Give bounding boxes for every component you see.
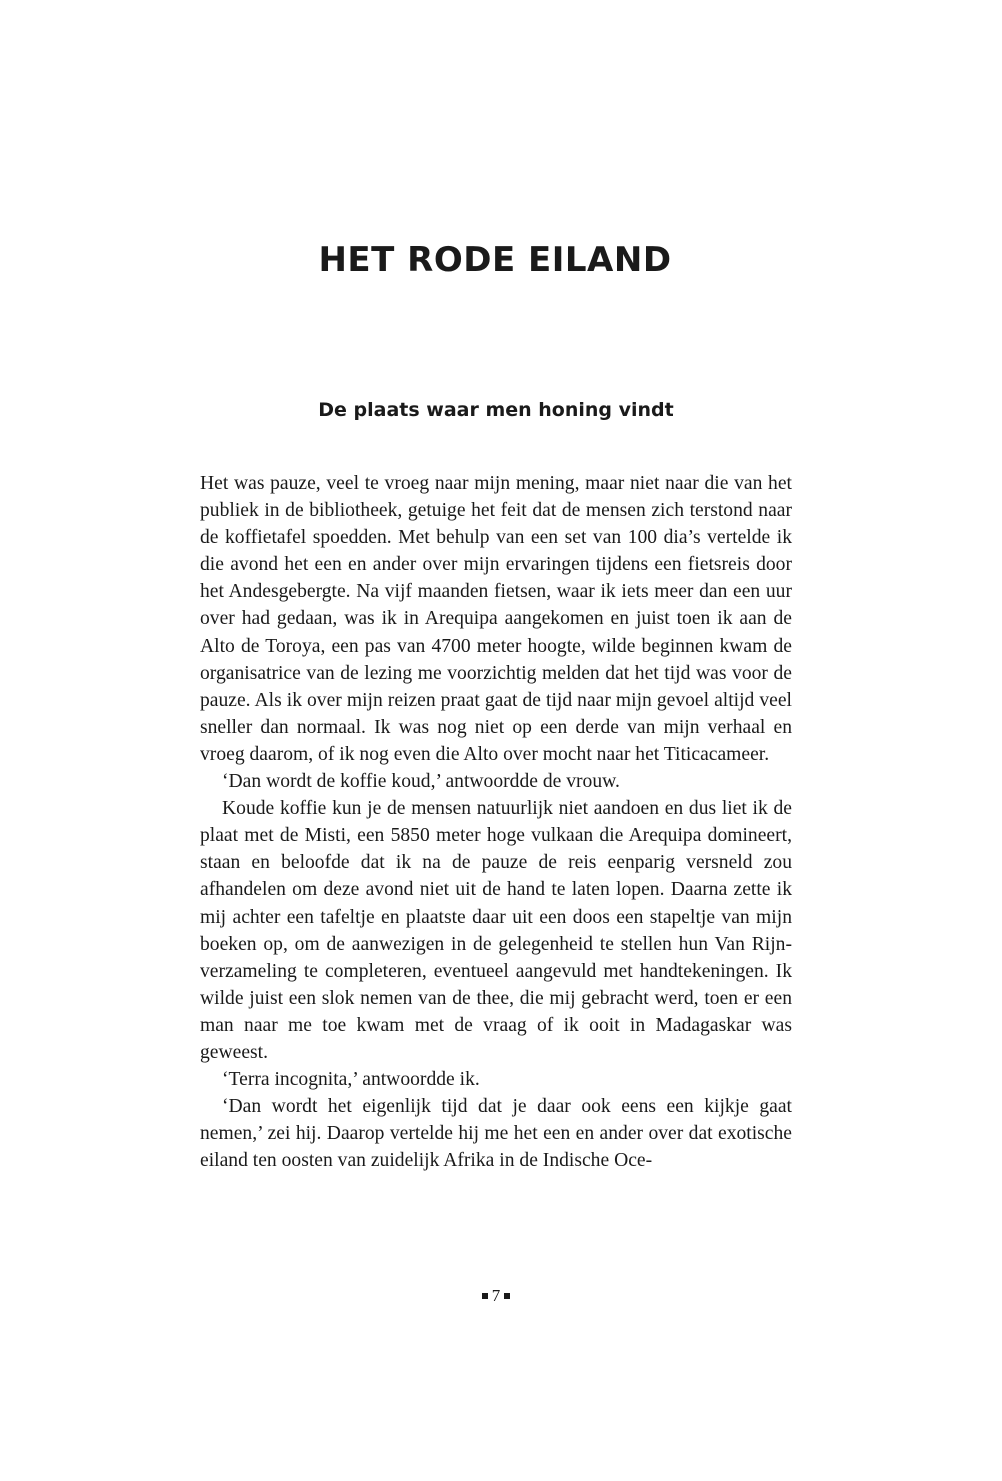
paragraph: Koude koffie kun je de mensen natuurlijk niet aandoen en dus liet ik de plaat met de Misti, een 5850 meter hoge vulkaan die Arequipa domineert, staan en beloofde dat ik na de pauze de reis eenparig versneld zou afhandelen om deze avond niet uit de hand te laten lopen. Daarna zette ik mij achter een tafeltje en plaatste daar uit een doos een stapeltje van mijn boeken op, om de aanwezigen in de gelegenheid te stellen hun Van Rijn-verzameling te completeren, eventueel aangevuld met handtekeningen. Ik wilde juist een slok nemen van de thee, die mij gebracht werd, toen er een man naar me toe kwam met de vraag of ik ooit in Madagaskar was geweest. xyxy=(200,798,792,1063)
paragraph: ‘Dan wordt het eigenlijk tijd dat je daar ook eens een kijkje gaat nemen,’ zei hij. Daarop vertelde hij me het een en ander over dat exotische eiland ten oosten van zuidelijk Afrika in de Indische Oce- xyxy=(200,1096,792,1172)
chapter-title: HET RODE EILAND xyxy=(318,240,672,280)
square-ornament-icon xyxy=(504,1293,510,1299)
paragraph: ‘Terra incognita,’ antwoordde ik. xyxy=(222,1069,480,1091)
page-number: 7 xyxy=(491,1286,501,1305)
paragraph: ‘Dan wordt de koffie koud,’ antwoordde de vrouw. xyxy=(222,771,620,793)
chapter-subtitle: De plaats waar men honing vindt xyxy=(318,399,674,421)
paragraph: Het was pauze, veel te vroeg naar mijn mening, maar niet naar die van het publiek in de bibliotheek, getuige het feit dat de mensen zich terstond naar de koffietafel spoedden. Met behulp van een set van 100 dia’s vertelde ik die avond het een en ander over mijn ervaringen tijdens een fietsreis door het Andesgebergte. Na vijf maanden fietsen, waar ik iets meer dan een uur over had gedaan, was ik in Arequipa aangekomen en juist toen ik aan de Alto de Toroya, een pas van 4700 meter hoogte, wilde beginnen kwam de organisatrice van de lezing me voorzichtig melden dat het tijd was voor de pauze. Als ik over mijn reizen praat gaat de tijd naar mijn gevoel altijd veel sneller dan normaal. Ik was nog niet op een derde van mijn verhaal en vroeg daarom, of ik nog even die Alto over mocht naar het Titicacameer. xyxy=(200,473,792,765)
body-text xyxy=(200,470,792,1174)
square-ornament-icon xyxy=(482,1293,488,1299)
page-folio xyxy=(0,1286,992,1306)
